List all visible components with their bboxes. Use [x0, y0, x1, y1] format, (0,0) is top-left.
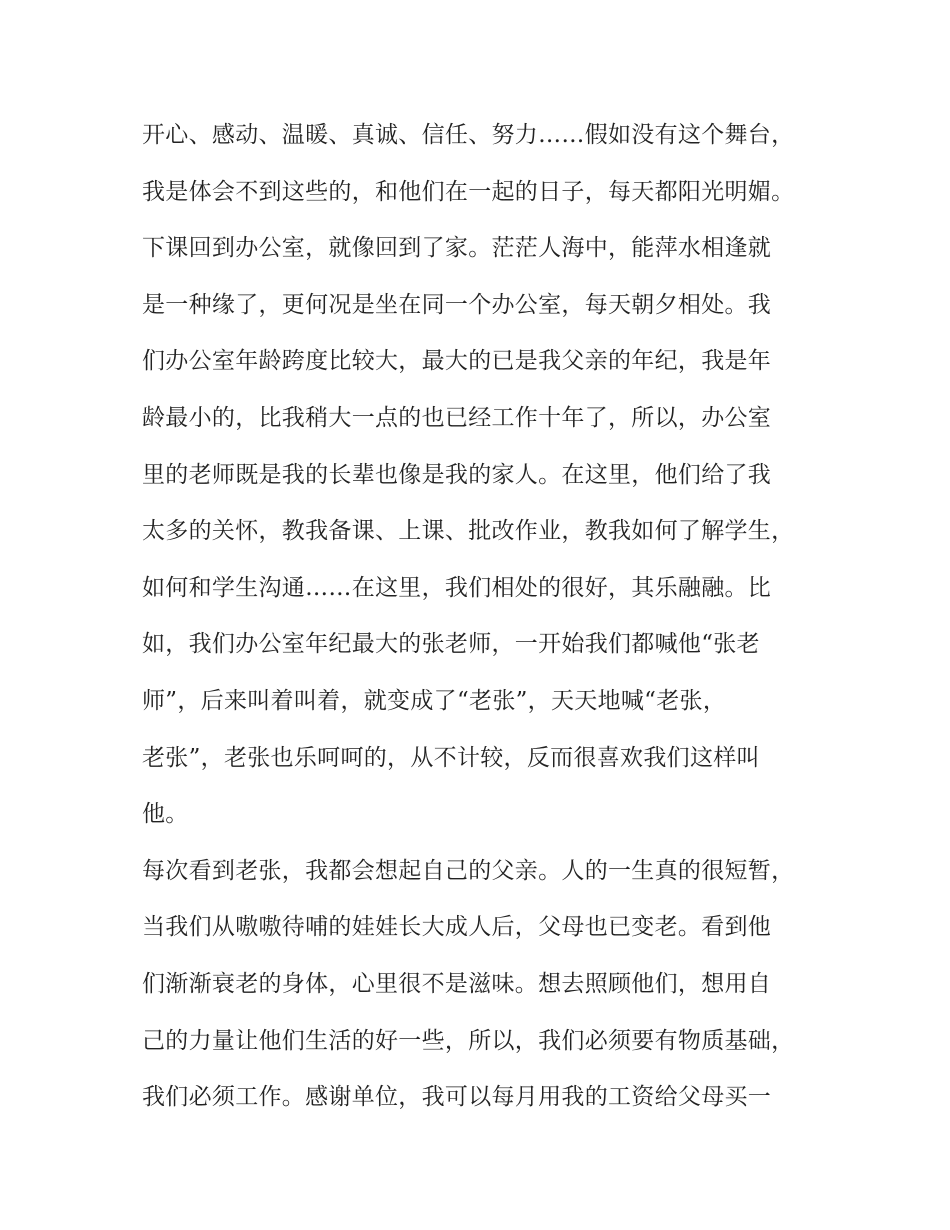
text-line: 是一种缘了，更何况是坐在同一个办公室，每天朝夕相处。我: [142, 291, 772, 318]
text-line: 他。: [142, 801, 189, 828]
text-line: 太多的关怀，教我备课、上课、批改作业，教我如何了解学生，: [142, 518, 795, 545]
text-line: 己的力量让他们生活的好一些，所以，我们必须要有物质基础，: [142, 1027, 795, 1054]
text-line: 开心、感动、温暖、真诚、信任、努力……假如没有这个舞台，: [142, 122, 795, 148]
text-line: 们渐渐衰老的身体，心里很不是滋味。想去照顾他们，想用自: [142, 970, 772, 997]
text-line: 如何和学生沟通……在这里，我们相处的很好，其乐融融。比: [142, 574, 772, 601]
text-line: 老张”，老张也乐呵呵的，从不计较，反而很喜欢我们这样叫: [142, 744, 760, 771]
text-line: 们办公室年龄跨度比较大，最大的已是我父亲的年纪，我是年: [142, 348, 772, 375]
text-line: 如，我们办公室年纪最大的张老师，一开始我们都喊他“张老: [142, 631, 760, 658]
text-line: 下课回到办公室，就像回到了家。茫茫人海中，能萍水相逢就: [142, 235, 772, 262]
text-line: 每次看到老张，我都会想起自己的父亲。人的一生真的很短暂，: [142, 857, 795, 884]
text-line: 当我们从嗷嗷待哺的娃娃长大成人后，父母也已变老。看到他: [142, 914, 772, 941]
text-line: 龄最小的，比我稍大一点的也已经工作十年了，所以，办公室: [142, 404, 772, 431]
text-line: 师”，后来叫着叫着，就变成了“老张”，天天地喊“老张，: [142, 687, 727, 714]
text-line: 我们必须工作。感谢单位，我可以每月用我的工资给父母买一: [142, 1084, 772, 1111]
body-text: [142, 107, 822, 1126]
text-line: 里的老师既是我的长辈也像是我的家人。在这里，他们给了我: [142, 461, 772, 488]
text-line: 我是体会不到这些的，和他们在一起的日子，每天都阳光明媚。: [142, 178, 795, 205]
